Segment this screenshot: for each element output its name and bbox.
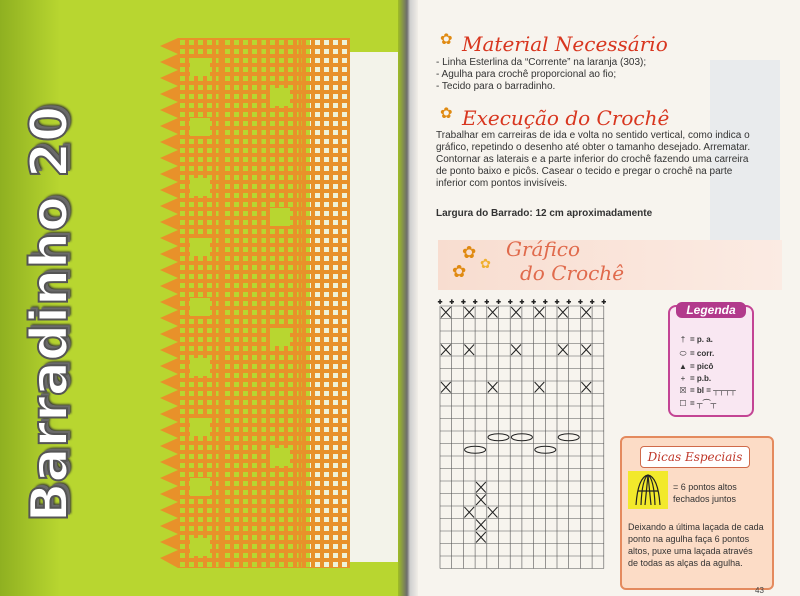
- dicas-line: ponto na agulha faça 6 pontos: [628, 534, 750, 544]
- legend-item: † = p. a.: [676, 335, 713, 344]
- crochet-photo: [160, 38, 360, 568]
- execucao-text: [436, 130, 750, 190]
- chart-edge-stitch: +: [496, 299, 501, 306]
- chart-block-mark: [558, 345, 568, 356]
- single-crochet-icon: +: [680, 374, 686, 383]
- block-icon: ☒: [679, 386, 687, 395]
- legend-item: ☒ = bl = ┬┬┬┬: [676, 386, 736, 395]
- picot-icon: ▲: [679, 362, 687, 371]
- double-crochet-icon: †: [680, 335, 686, 344]
- chart-edge-stitch: +: [555, 299, 560, 306]
- material-item: - Tecido para o barradinho.: [436, 81, 556, 92]
- flower-icon: ✿: [440, 31, 453, 48]
- chart-block-mark: [581, 382, 591, 393]
- page-number: 43: [755, 586, 764, 595]
- space-icon: ☐: [679, 399, 687, 408]
- chart-block-mark: [441, 382, 451, 393]
- chart-block-mark: [464, 345, 474, 356]
- dicas-title: Dicas Especiais: [640, 446, 750, 468]
- chart-block-mark: [511, 307, 521, 318]
- legend-item: ⬭ = corr.: [676, 349, 714, 359]
- dicas-text: [628, 521, 764, 569]
- chart-edge-stitch: +: [543, 299, 548, 306]
- flower-icon: ✿: [452, 262, 467, 281]
- dicas-line: Deixando a última laçada de cada: [628, 522, 764, 532]
- execucao-line: inferior com pontos invisíveis.: [436, 178, 568, 189]
- grafico-title-1: Gráfico: [506, 237, 581, 261]
- chart-edge-stitch: +: [566, 299, 571, 306]
- execucao-line: Trabalhar em carreiras de ida e volta no sentido vertical, como indica o: [436, 130, 750, 141]
- execucao-title: Execução do Crochê: [462, 106, 670, 130]
- chart-block-mark: [441, 307, 451, 318]
- stitch-desc-2: fechados juntos: [673, 494, 737, 504]
- cluster-stitch-icon: [628, 471, 668, 509]
- chart-block-mark: [464, 507, 474, 518]
- chart-block-mark: [535, 307, 545, 318]
- chart-block-mark: [488, 507, 498, 518]
- chart-edge-stitch: +: [578, 299, 583, 306]
- chart-block-mark: [476, 495, 486, 506]
- largura-text: Largura do Barrado: 12 cm aproximadamente: [436, 208, 653, 219]
- chart-edge-stitch: +: [484, 299, 489, 306]
- chart-edge-stitch: +: [461, 299, 466, 306]
- execucao-line: gráfico, repetindo o desenho até obter o tamanho desejado. Arrematar.: [436, 142, 751, 153]
- chart-block-mark: [558, 307, 568, 318]
- chart-edge-stitch: +: [519, 299, 524, 306]
- chart-edge-stitch: +: [590, 299, 595, 306]
- legend-title: Legenda: [676, 302, 746, 318]
- chart-block-mark: [581, 345, 591, 356]
- flower-icon: ✿: [480, 256, 491, 271]
- chart-block-mark: [488, 307, 498, 318]
- material-item: - Linha Esterlina da “Corrente” na laranja (303);: [436, 57, 647, 68]
- material-item: - Agulha para crochê proporcional ao fio;: [436, 69, 617, 80]
- grafico-title-2: do Crochê: [520, 261, 625, 285]
- chart-edge-stitch: +: [438, 299, 443, 306]
- chart-edge-stitch: +: [449, 299, 454, 306]
- chart-edge-stitch: +: [531, 299, 536, 306]
- chart-edge-stitch: +: [601, 299, 606, 306]
- legend-item: ▲ = picô: [676, 362, 713, 371]
- flower-icon: ✿: [462, 243, 477, 262]
- page-title: Barradinho 20: [20, 105, 80, 523]
- execucao-line: Contornar as laterais e a parte inferior do crochê fazendo uma carreira: [436, 154, 749, 165]
- dicas-line: de todas as alças da agulha.: [628, 558, 743, 568]
- chart-edge-stitch: +: [508, 299, 513, 306]
- chart-block-mark: [476, 532, 486, 543]
- chain-icon: ⬭: [679, 349, 687, 358]
- chart-block-mark: [464, 307, 474, 318]
- chart-block-mark: [535, 382, 545, 393]
- execucao-line: de ponto baixo e picôs. Casear o tecido e pregar o crochê na parte: [436, 166, 733, 177]
- dicas-line: altos, puxe uma laçada através: [628, 546, 753, 556]
- chart-block-mark: [441, 345, 451, 356]
- legend-item: + = p.b.: [676, 374, 711, 383]
- chart-block-mark: [488, 382, 498, 393]
- legend-item: ☐ = ┬⌒┬: [676, 398, 716, 409]
- stitch-desc: = 6 pontos altos: [673, 482, 737, 492]
- crochet-chart: [436, 296, 616, 586]
- flower-icon: ✿: [440, 105, 453, 122]
- chart-edge-stitch: +: [473, 299, 478, 306]
- material-list: [436, 57, 646, 93]
- material-title: Material Necessário: [462, 32, 668, 56]
- chart-block-mark: [581, 307, 591, 318]
- chart-block-mark: [476, 482, 486, 493]
- book-gutter: [398, 0, 418, 596]
- chart-block-mark: [476, 520, 486, 531]
- chart-block-mark: [511, 345, 521, 356]
